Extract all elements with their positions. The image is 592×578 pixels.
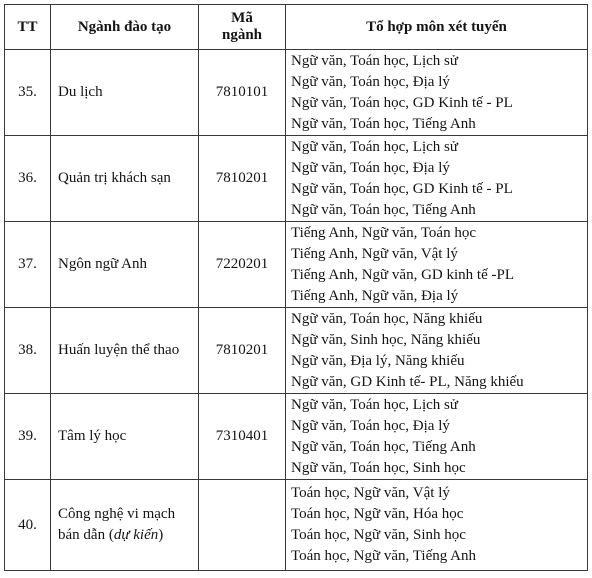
- table-row: [5, 50, 588, 136]
- header-code-line2: ngành: [221, 27, 263, 43]
- row-major-name: Ngôn ngữ Anh: [51, 222, 199, 308]
- row-major-code: 7810201: [199, 136, 286, 222]
- row-major-name: Quản trị khách sạn: [51, 136, 199, 222]
- combo-item: Tiếng Anh, Ngữ văn, Vật lý: [291, 245, 458, 262]
- row-major-name: Tâm lý học: [51, 394, 199, 480]
- row-major-name: Huấn luyện thể thao: [51, 308, 199, 394]
- header-major: Ngành đào tạo: [51, 5, 199, 50]
- major-name-note: dự kiến: [113, 527, 159, 543]
- table-row: [5, 222, 588, 308]
- row-combos: [286, 394, 588, 480]
- table-row: [5, 480, 588, 571]
- major-name-line1: Công nghệ vi mạch: [58, 506, 176, 522]
- combo-item: Ngữ văn, Toán học, Tiếng Anh: [291, 201, 476, 218]
- row-tt: 39.: [5, 394, 51, 480]
- combo-item: Tiếng Anh, Ngữ văn, Địa lý: [291, 287, 459, 304]
- combo-item: Ngữ văn, Toán học, Địa lý: [291, 417, 450, 434]
- combo-item: Toán học, Ngữ văn, Vật lý: [291, 485, 450, 501]
- combo-item: Tiếng Anh, Ngữ văn, Toán học: [291, 224, 476, 241]
- admissions-table-container: [4, 4, 587, 571]
- row-tt: 35.: [5, 50, 51, 136]
- combo-item: Ngữ văn, Toán học, Lịch sử: [291, 138, 458, 155]
- table-row: [5, 136, 588, 222]
- combo-item: Tiếng Anh, Ngữ văn, GD kinh tế -PL: [291, 266, 514, 283]
- combo-item: Ngữ văn, Toán học, Tiếng Anh: [291, 115, 476, 132]
- major-name-line2: bán dẫn (: [58, 527, 114, 543]
- combo-item: Toán học, Ngữ văn, Tiếng Anh: [291, 548, 476, 564]
- header-tt: TT: [5, 5, 51, 50]
- row-major-code: [199, 480, 286, 571]
- combo-item: Ngữ văn, Toán học, Lịch sử: [291, 396, 458, 413]
- row-major-code: 7810201: [199, 308, 286, 394]
- combo-item: Ngữ văn, Địa lý, Năng khiếu: [291, 352, 465, 369]
- row-major-name: Du lịch: [51, 50, 199, 136]
- row-major-code: 7810101: [199, 50, 286, 136]
- combo-item: Ngữ văn, Toán học, Địa lý: [291, 73, 450, 90]
- combo-item: Ngữ văn, Sinh học, Năng khiếu: [291, 331, 481, 348]
- combo-item: Ngữ văn, GD Kinh tế- PL, Năng khiếu: [291, 373, 524, 390]
- table-header-row: [5, 5, 588, 50]
- header-code-line1: Mã: [231, 10, 253, 26]
- row-major-code: 7310401: [199, 394, 286, 480]
- row-combos: [286, 50, 588, 136]
- row-combos: [286, 308, 588, 394]
- header-combos: Tổ hợp môn xét tuyển: [286, 5, 588, 50]
- row-combos: [286, 222, 588, 308]
- row-tt: 36.: [5, 136, 51, 222]
- combo-item: Toán học, Ngữ văn, Hóa học: [291, 506, 464, 522]
- combo-item: Ngữ văn, Toán học, Tiếng Anh: [291, 438, 476, 455]
- row-combos: [286, 136, 588, 222]
- admissions-table: [4, 4, 588, 571]
- row-tt: 37.: [5, 222, 51, 308]
- row-major-code: 7220201: [199, 222, 286, 308]
- combo-item: Toán học, Ngữ văn, Sinh học: [291, 527, 466, 543]
- combo-item: Ngữ văn, Toán học, GD Kinh tế - PL: [291, 94, 513, 111]
- row-combos: [286, 480, 588, 571]
- combo-item: Ngữ văn, Toán học, Sinh học: [291, 459, 466, 476]
- row-major-name: [51, 480, 199, 571]
- row-tt: 38.: [5, 308, 51, 394]
- combo-item: Ngữ văn, Toán học, Năng khiếu: [291, 310, 483, 327]
- combo-item: Ngữ văn, Toán học, GD Kinh tế - PL: [291, 180, 513, 197]
- header-code: [199, 5, 286, 50]
- table-row: [5, 308, 588, 394]
- table-row: [5, 394, 588, 480]
- major-name-close: ): [158, 527, 164, 543]
- combo-item: Ngữ văn, Toán học, Lịch sử: [291, 52, 458, 69]
- row-tt: 40.: [5, 480, 51, 571]
- combo-item: Ngữ văn, Toán học, Địa lý: [291, 159, 450, 176]
